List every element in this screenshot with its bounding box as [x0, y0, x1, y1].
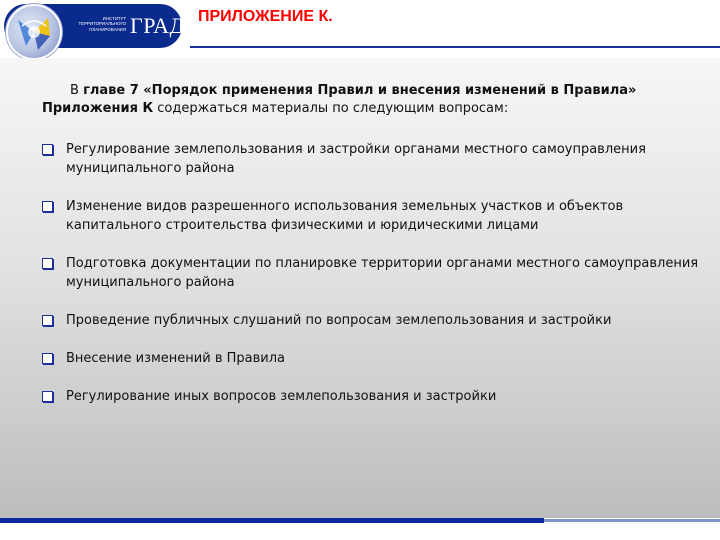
list-item-text: Внесение изменений в Правила — [66, 351, 286, 366]
list-item — [42, 387, 712, 406]
intro-bold-text: главе 7 «Порядок применения Правил и внесения изменений в Правила» Приложения К — [42, 83, 637, 116]
list-item — [42, 311, 712, 330]
checkbox-square-icon — [42, 201, 53, 212]
intro-paragraph — [42, 82, 720, 118]
footer-bar-accent — [544, 519, 720, 522]
list-item — [42, 140, 712, 178]
list-item-text: Подготовка документации по планировке территории органами местного самоуправления муниципального района — [66, 256, 699, 290]
logo-banner — [4, 4, 186, 48]
logo-line: ИНСТИТУТ — [102, 16, 126, 21]
logo-line: ПЛАНИРОВАНИЯ — [89, 26, 126, 32]
footer-strip — [0, 523, 720, 540]
bullet-list — [42, 140, 712, 406]
list-item-text: Изменение видов разрешенного использования земельных участков и объектов капитального строительства физическими и юридическими лицами — [66, 199, 624, 233]
list-item — [42, 197, 712, 235]
slide-header — [0, 0, 720, 58]
checkbox-square-icon — [42, 315, 53, 326]
checkbox-square-icon — [42, 391, 53, 402]
list-item — [42, 349, 712, 368]
logo-line: ТЕРРИТОРИАЛЬНОГО — [78, 21, 126, 27]
list-item-text: Проведение публичных слушаний по вопросам землепользования и застройки — [66, 313, 612, 328]
list-item-text: Регулирование иных вопросов землепользования и застройки — [66, 389, 497, 404]
checkbox-square-icon — [42, 258, 53, 269]
checkbox-square-icon — [42, 353, 53, 364]
intro-text-end: содержаться материалы по следующим вопросам: — [153, 101, 509, 116]
intro-text: В — [70, 83, 84, 98]
list-item-text: Регулирование землепользования и застройки органами местного самоуправления муниципального района — [66, 142, 646, 176]
page-title: ПРИЛОЖЕНИЕ К. — [198, 8, 333, 25]
checkbox-square-icon — [42, 144, 53, 155]
logo-word: ГРАД — [130, 13, 186, 38]
list-item — [42, 254, 712, 292]
logo-institute-text — [66, 16, 126, 32]
globe-emblem-icon — [6, 4, 62, 60]
header-divider — [190, 46, 720, 48]
